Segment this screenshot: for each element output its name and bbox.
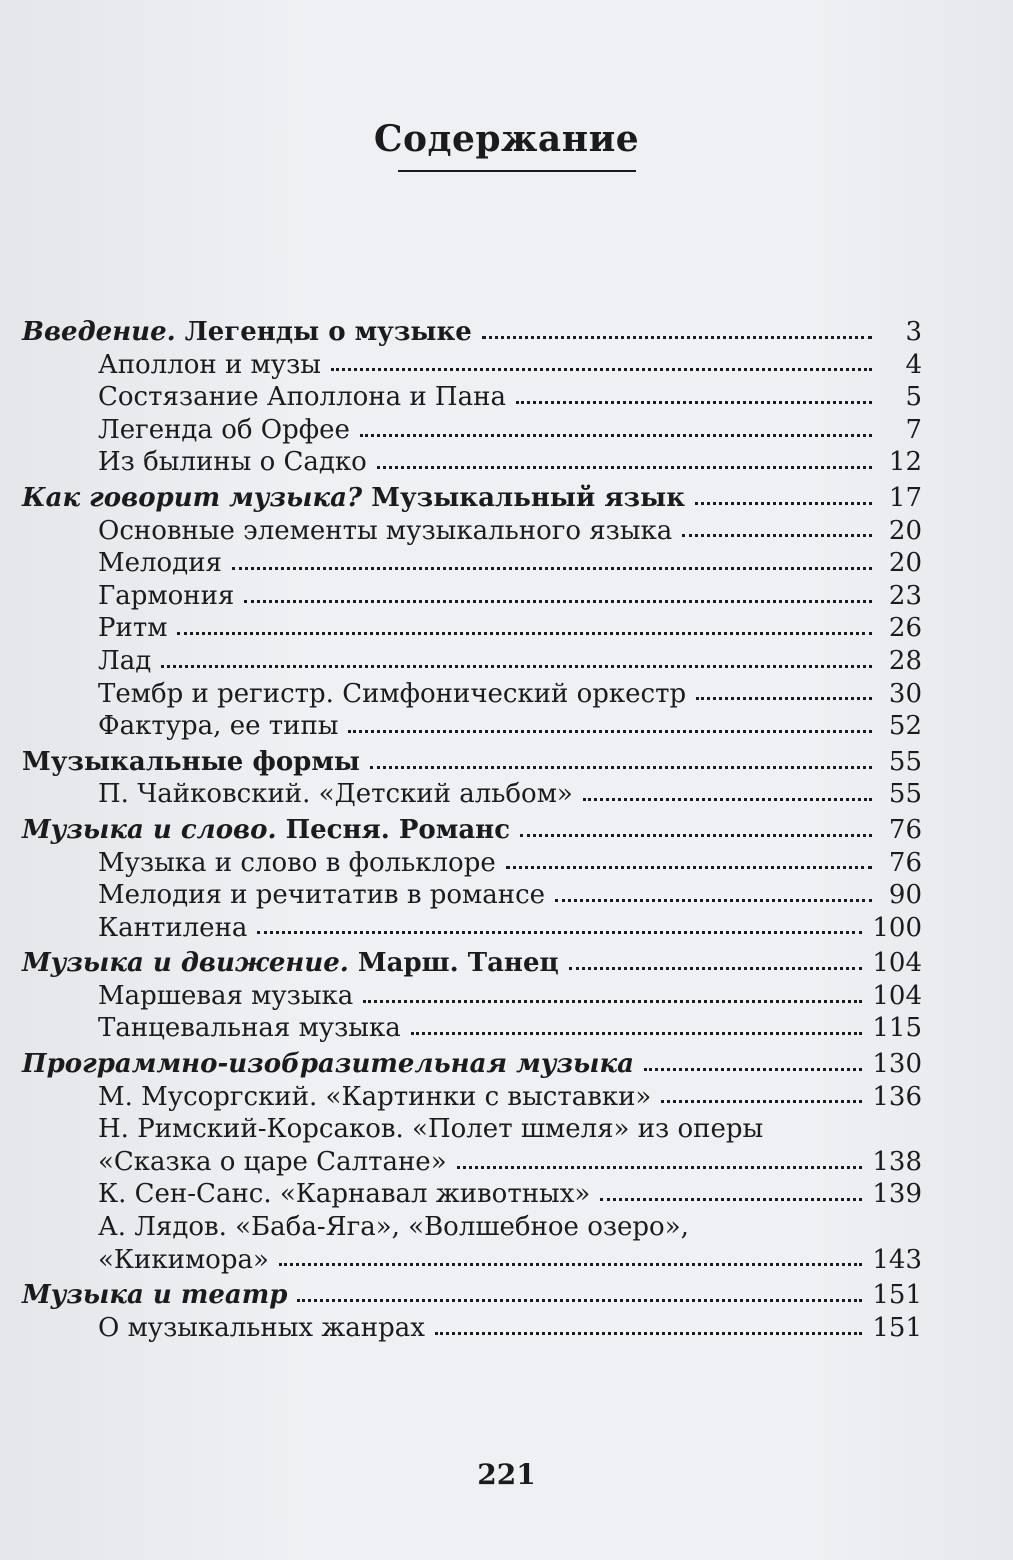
toc-leader-dots: [696, 697, 872, 700]
toc-entry-text: А. Лядов. «Баба-Яга», «Волшебное озеро»,: [98, 1212, 689, 1243]
toc-page-number: 20: [888, 515, 922, 546]
toc-entry-text: Марш. Танец: [348, 948, 559, 979]
toc-leader-dots: [360, 434, 872, 437]
toc-section-entry: [22, 1048, 922, 1081]
toc-page-number: 4: [905, 349, 922, 380]
toc-entry: [22, 1178, 922, 1211]
toc-leader-dots: [244, 600, 872, 603]
toc-page-number: 26: [888, 613, 922, 644]
toc-entry-italic-title: Программно-изобразительная музыка: [22, 1049, 634, 1080]
toc-entry: [22, 1012, 922, 1045]
toc-entry-text: Тембр и регистр. Симфонический оркестр: [98, 678, 687, 709]
toc-page-number: 55: [888, 746, 922, 777]
toc-leader-dots: [257, 931, 862, 934]
page-title: Содержание: [373, 118, 640, 160]
toc-page-number: 76: [888, 847, 922, 878]
toc-leader-dots: [363, 1000, 862, 1003]
toc-page-number: 104: [872, 980, 922, 1011]
toc-section-entry: [22, 1279, 922, 1312]
toc-entry: [22, 710, 922, 743]
toc-entry: [22, 446, 922, 479]
toc-entry: [22, 612, 922, 645]
toc-leader-dots: [411, 1032, 863, 1035]
toc-entry: [22, 580, 922, 613]
toc-entry-text: Лад: [98, 645, 152, 676]
toc-entry-text: О музыкальных жанрах: [98, 1312, 425, 1343]
toc-leader-dots: [279, 1263, 862, 1266]
toc-leader-dots: [695, 502, 872, 505]
toc-leader-dots: [331, 368, 872, 371]
toc-page-number: 151: [872, 1312, 922, 1343]
toc-page-number: 30: [888, 678, 922, 709]
toc-section-entry: [22, 814, 922, 847]
toc-entry-text: Музыка и слово в фольклоре: [98, 847, 496, 878]
toc-leader-dots: [297, 1299, 862, 1302]
toc-entry: [22, 1244, 922, 1277]
toc-entry: [22, 515, 922, 548]
toc-entry-title: [98, 1146, 447, 1179]
toc-entry-title: [98, 414, 350, 447]
toc-entry-text: Музыкальные формы: [22, 746, 360, 777]
toc-entry-italic-title: Музыка и слово.: [22, 814, 277, 845]
toc-page-number: 52: [888, 711, 922, 742]
toc-page-number: 104: [872, 948, 922, 979]
toc-entry-title: [98, 879, 545, 912]
table-of-contents: [22, 313, 922, 1344]
title-underline: [398, 170, 636, 172]
toc-page-number: 20: [888, 548, 922, 579]
toc-entry-title: [22, 316, 472, 349]
toc-entry-text: Мелодия и речитатив в романсе: [98, 880, 546, 911]
toc-entry: [22, 1312, 922, 1345]
toc-leader-dots: [682, 534, 872, 537]
toc-leader-dots: [232, 567, 872, 570]
toc-entry-title: [98, 1211, 689, 1244]
toc-leader-dots: [569, 967, 863, 970]
toc-entry-title: [98, 1312, 425, 1345]
toc-page-number: 76: [888, 814, 922, 845]
toc-entry-italic-title: Музыка и театр: [22, 1280, 288, 1311]
toc-leader-dots: [435, 1332, 862, 1335]
toc-leader-dots: [370, 766, 872, 769]
toc-entry-text: Ритм: [98, 613, 168, 644]
toc-entry-title: [98, 381, 506, 414]
toc-leader-dots: [516, 401, 872, 404]
toc-section-entry: [22, 947, 922, 980]
toc-entry: [22, 879, 922, 912]
toc-entry-title: [22, 1279, 287, 1312]
toc-entry-title: [22, 947, 559, 980]
toc-entry-text: Танцевальная музыка: [98, 1013, 401, 1044]
toc-leader-dots: [555, 899, 872, 902]
toc-entry-title: [98, 912, 247, 945]
toc-entry-title: [98, 580, 234, 613]
toc-entry-text: Маршевая музыка: [98, 980, 354, 1011]
toc-leader-dots: [161, 665, 872, 668]
toc-entry-text: Легенда об Орфее: [98, 414, 350, 445]
toc-page-number: 138: [872, 1146, 922, 1177]
toc-leader-dots: [661, 1100, 862, 1103]
toc-leader-dots: [457, 1166, 863, 1169]
toc-entry-title: [98, 710, 338, 743]
toc-page-number: 5: [905, 382, 922, 413]
toc-page-number: 115: [872, 1013, 922, 1044]
toc-entry-title: [98, 349, 321, 382]
toc-entry-italic-title: Как говорит музыка?: [22, 482, 363, 513]
toc-entry-title: [98, 612, 167, 645]
toc-entry-title: [22, 814, 510, 847]
toc-entry-title: [98, 645, 151, 678]
toc-entry-title: [98, 1012, 401, 1045]
toc-page-number: 17: [888, 482, 922, 513]
toc-entry: [22, 1211, 922, 1244]
toc-entry-title: [98, 678, 686, 711]
toc-entry-title: [98, 1244, 269, 1277]
toc-entry: [22, 778, 922, 811]
toc-entry-title: [98, 847, 496, 880]
toc-leader-dots: [506, 866, 872, 869]
toc-entry: [22, 1146, 922, 1179]
toc-entry-text: Музыкальный язык: [362, 482, 685, 513]
toc-page-number: 139: [872, 1179, 922, 1210]
toc-section-entry: [22, 316, 922, 349]
toc-page-number: 143: [872, 1244, 922, 1275]
toc-entry-text: Из былины о Садко: [98, 447, 367, 478]
toc-entry-title: [98, 547, 222, 580]
toc-page-number: 90: [888, 880, 922, 911]
toc-entry: [22, 547, 922, 580]
toc-page-number: 130: [872, 1049, 922, 1080]
toc-entry-title: [98, 1178, 590, 1211]
toc-entry-text: Фактура, ее типы: [98, 711, 339, 742]
toc-leader-dots: [482, 336, 872, 339]
toc-entry-italic-title: Музыка и движение.: [22, 948, 349, 979]
toc-page-number: 151: [872, 1280, 922, 1311]
toc-leader-dots: [377, 466, 872, 469]
toc-entry: [22, 414, 922, 447]
toc-leader-dots: [583, 798, 872, 801]
toc-entry-title: [98, 446, 367, 479]
toc-entry-text: «Сказка о царе Салтане»: [98, 1146, 447, 1177]
toc-entry: [22, 678, 922, 711]
toc-entry-title: [22, 482, 685, 515]
toc-entry-text: Кантилена: [98, 912, 248, 943]
toc-entry-title: [98, 980, 353, 1013]
toc-entry-title: [22, 746, 360, 779]
toc-page-number: 12: [888, 447, 922, 478]
toc-page-number: 3: [905, 317, 922, 347]
toc-entry-text: М. Мусоргский. «Картинки с выставки»: [98, 1081, 652, 1112]
toc-entry: [22, 349, 922, 382]
toc-entry-text: Основные элементы музыкального языка: [98, 515, 673, 546]
toc-entry-text: Легенды о музыке: [175, 317, 472, 347]
page-number: 221: [477, 1458, 536, 1491]
toc-entry-text: Мелодия: [98, 548, 222, 579]
toc-entry: [22, 1113, 922, 1146]
toc-entry-text: «Кикимора»: [98, 1244, 269, 1275]
toc-leader-dots: [644, 1068, 862, 1071]
toc-entry-text: П. Чайковский. «Детский альбом»: [98, 779, 573, 810]
toc-entry: [22, 1081, 922, 1114]
toc-leader-dots: [600, 1198, 862, 1201]
toc-entry: [22, 847, 922, 880]
toc-entry-text: К. Сен-Санс. «Карнавал животных»: [98, 1179, 591, 1210]
toc-section-entry: [22, 746, 922, 779]
toc-page-number: 28: [888, 645, 922, 676]
toc-page-number: 7: [905, 414, 922, 445]
toc-entry: [22, 912, 922, 945]
toc-entry-text: Н. Римский-Корсаков. «Полет шмеля» из оперы: [98, 1114, 764, 1145]
toc-entry-text: Песня. Романс: [276, 814, 511, 845]
toc-entry: [22, 645, 922, 678]
toc-leader-dots: [177, 632, 872, 635]
toc-entry-title: [98, 515, 672, 548]
toc-entry-title: [98, 778, 573, 811]
toc-entry-text: Аполлон и музы: [98, 349, 321, 380]
toc-leader-dots: [348, 730, 872, 733]
toc-entry: [22, 381, 922, 414]
toc-entry-text: Состязание Аполлона и Пана: [98, 382, 506, 413]
toc-section-entry: [22, 482, 922, 515]
toc-page-number: 100: [872, 912, 922, 943]
toc-entry-title: [22, 1048, 634, 1081]
toc-page-number: 136: [872, 1081, 922, 1112]
toc-entry-title: [98, 1113, 763, 1146]
toc-leader-dots: [520, 834, 872, 837]
toc-entry-text: Гармония: [98, 580, 235, 611]
toc-entry-title: [98, 1081, 651, 1114]
toc-entry: [22, 980, 922, 1013]
toc-page-number: 55: [888, 779, 922, 810]
toc-entry-italic-title: Введение.: [22, 317, 176, 347]
toc-page-number: 23: [888, 580, 922, 611]
